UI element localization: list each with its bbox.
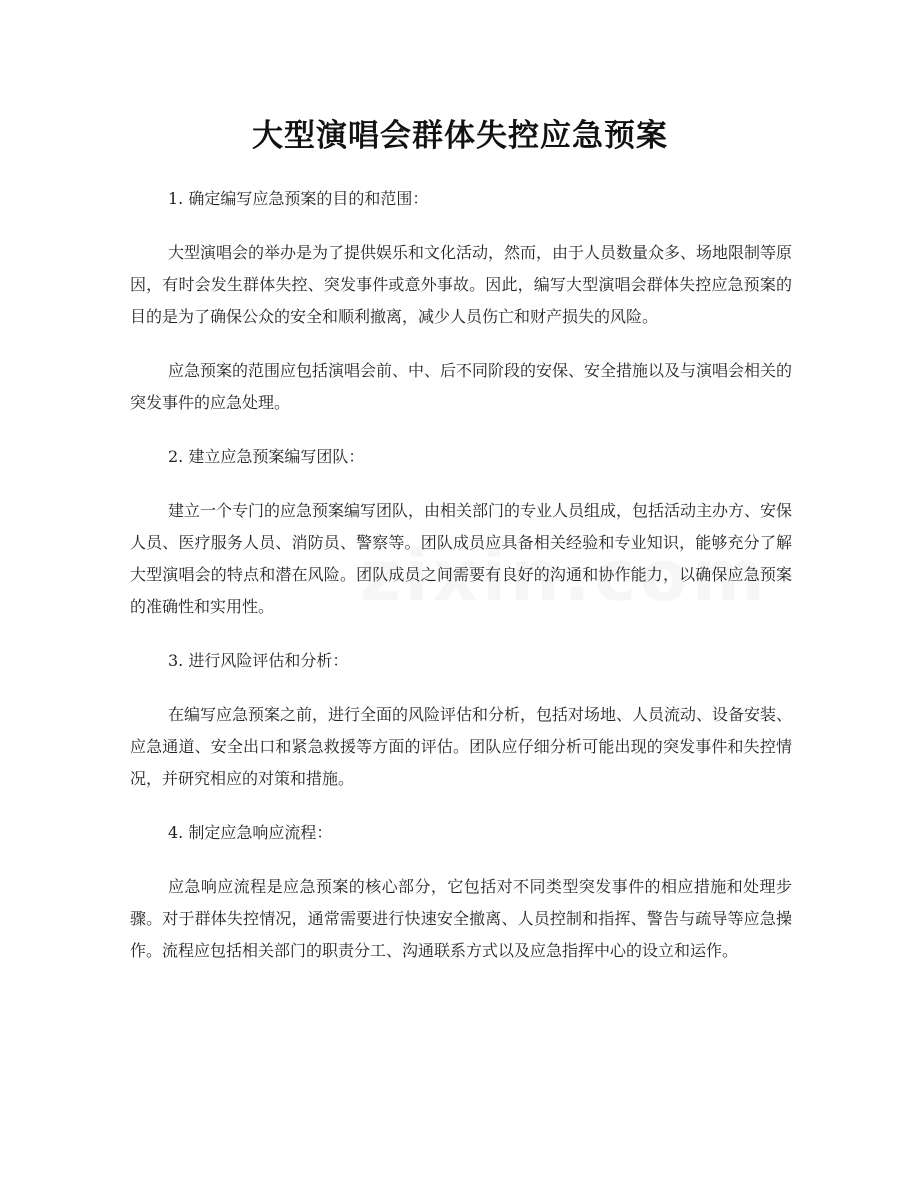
section-2 [130,441,792,623]
section-heading: 2. 建立应急预案编写团队： [168,447,365,466]
paragraph: 大型演唱会的举办是为了提供娱乐和文化活动，然而，由于人员数量众多、场地限制等原因，有时会发生群体失控、突发事件或意外事故。因此，编写大型演唱会群体失控应急预案的目的是为了确保公众的安全和顺利撤离，减少人员伤亡和财产损失的风险。 [130,243,793,326]
section-heading: 3. 进行风险评估和分析： [168,651,349,670]
paragraph: 应急响应流程是应急预案的核心部分，它包括对不同类型突发事件的相应措施和处理步骤。对于群体失控情况，通常需要进行快速安全撤离、人员控制和指挥、警告与疏导等应急操作。流程应包括相关部门的职责分工、沟通联系方式以及应急指挥中心的设立和运作。 [130,877,792,960]
paragraph: 建立一个专门的应急预案编写团队，由相关部门的专业人员组成，包括活动主办方、安保人员、医疗服务人员、消防员、警察等。团队成员应具备相关经验和专业知识，能够充分了解大型演唱会的特点和潜在风险。团队成员之间需要有良好的沟通和协作能力，以确保应急预案的准确性和实用性。 [130,501,793,616]
section-3 [130,645,792,795]
document-body [130,183,792,989]
section-heading: 4. 制定应急响应流程： [168,823,333,842]
section-1 [130,183,792,419]
document-title: 大型演唱会群体失控应急预案 [252,118,668,154]
section-heading: 1. 确定编写应急预案的目的和范围： [168,189,429,208]
paragraph: 在编写应急预案之前，进行全面的风险评估和分析，包括对场地、人员流动、设备安装、应急通道、安全出口和紧急救援等方面的评估。团队应仔细分析可能出现的突发事件和失控情况，并研究相应的对策和措施。 [130,705,793,788]
section-4 [130,817,792,967]
paragraph: 应急预案的范围应包括演唱会前、中、后不同阶段的安保、安全措施以及与演唱会相关的突发事件的应急处理。 [130,361,793,412]
